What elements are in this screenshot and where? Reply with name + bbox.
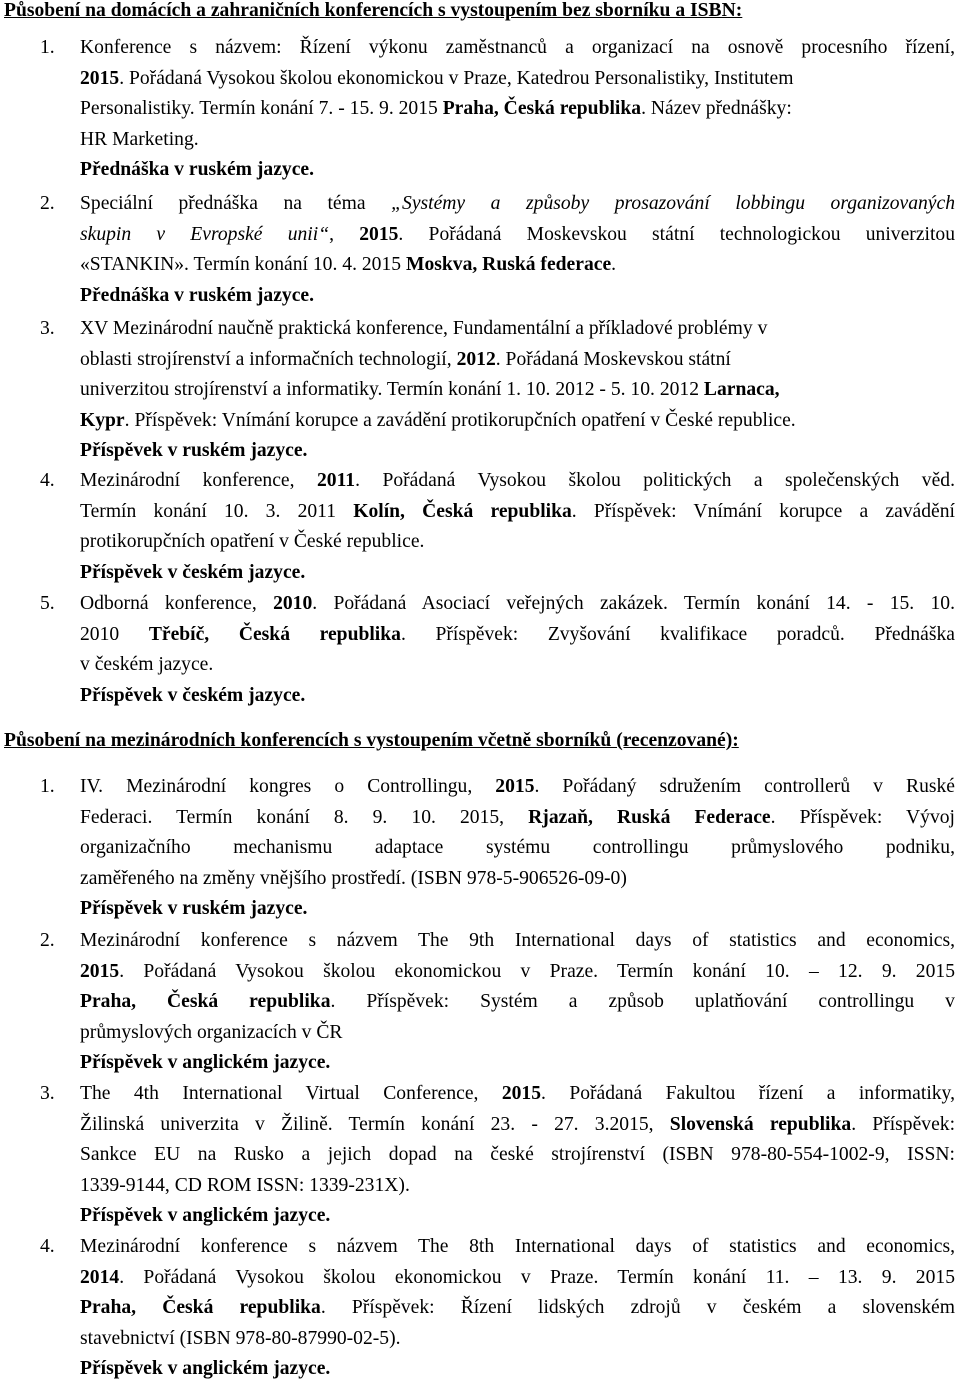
item-number: 4. [40, 1236, 55, 1257]
language-note: Přednáška v ruském jazyce. [80, 284, 315, 306]
language-note: Příspěvek v ruském jazyce. [80, 898, 308, 919]
language-note: Příspěvek v anglickém jazyce. [80, 1205, 331, 1226]
list-item: 2. Speciální přednáška na téma „Systémy a způsoby prosazování lobbingu organizovaných skupin v Evropské unii“, 2015. Pořádaná Moskevskou státní technologickou univerzitou «STANKIN». Termín konání 10. 4. 2015 Moskva, Ruská federace. Přednáška v ruském jazyce. [0, 189, 960, 311]
list-item: 1. Konference s názvem: Řízení výkonu zaměstnanců a organizací na osnově procesního řízení, 2015. Pořádaná Vysokou školou ekonomickou v Praze, Katedrou Personalistiky, Institutem Personalistiky. Termín konání 7. - 15. 9. 2015 Praha, Česká republika. Název přednášky: HR Marketing. Přednáška v ruském jazyce. [0, 33, 960, 186]
section-heading-domestic-foreign: Působení na domácích a zahraničních konferencích s vystoupením bez sborníku a ISBN: [4, 0, 743, 21]
language-note: Příspěvek v českém jazyce. [80, 684, 306, 706]
list-item: 2. Mezinárodní konference s názvem The 9th International days of statistics and economics, 2015. Pořádaná Vysokou školou ekonomickou v Praze. Termín konání 10. – 12. 9. 2015 Praha, Česká republika. Příspěvek: Systém a způsob uplatňování controllingu v průmyslových organizacích v ČR Příspěvek v anglickém jazyce. [0, 926, 960, 1079]
list-item: 4. Mezinárodní konference, 2011. Pořádaná Vysokou školou politických a společenských věd. Termín konání 10. 3. 2011 Kolín, Česká republika. Příspěvek: Vnímání korupce a zavádění protikorupčních opatření v České republice. Příspěvek v českém jazyce. [0, 466, 960, 588]
language-note: Příspěvek v českém jazyce. [80, 561, 306, 583]
list-item: 4. Mezinárodní konference s názvem The 8th International days of statistics and economics, 2014. Pořádaná Vysokou školou ekonomickou v Praze. Termín konání 11. – 13. 9. 2015 Praha, Česká republika. Příspěvek: Řízení lidských zdrojů v českém a slovenském stavebnictví (ISBN 978-80-87990-02-5). Příspěvek v anglickém jazyce. [0, 1232, 960, 1385]
item-number: 1. [40, 776, 55, 797]
item-number: 2. [40, 930, 55, 951]
item-number: 1. [40, 37, 55, 58]
list-item: 3. The 4th International Virtual Conference, 2015. Pořádaná Fakultou řízení a informatiky, Žilinská univerzita v Žilině. Termín konání 23. - 27. 3.2015, Slovenská republika. Příspěvek: Sankce EU na Rusko a jejich dopad na české strojírenství (ISBN 978-80-554-1002-9, ISSN: 1339-9144, CD ROM ISSN: 1339-231X). Příspěvek v anglickém jazyce. [0, 1079, 960, 1232]
language-note: Příspěvek v anglickém jazyce. [80, 1052, 331, 1073]
language-note: Příspěvek v anglickém jazyce. [80, 1358, 331, 1379]
item-number: 2. [40, 193, 55, 214]
section-heading-international: Působení na mezinárodních konferencích s vystoupením včetně sborníků (recenzované): [4, 730, 739, 751]
item-number: 4. [40, 470, 55, 491]
list-item: 1. IV. Mezinárodní kongres o Controllingu, 2015. Pořádaný sdružením controllerů v Ruské Federaci. Termín konání 8. 9. 10. 2015, Rjazaň, Ruská Federace. Příspěvek: Vývoj organizačního mechanismu adaptace systému controllingu průmyslového podniku, zaměřeného na změny vnějšího prostředí. (ISBN 978-5-906526-09-0) Příspěvek v ruském jazyce. [0, 772, 960, 925]
list-item: 3. XV Mezinárodní naučně praktická konference, Fundamentální a příkladové problémy v oblasti strojírenství a informačních technologií, 2012. Pořádaná Moskevskou státní univerzitou strojírenství a informatiky. Termín konání 1. 10. 2012 - 5. 10. 2012 Larnaca, Kypr. Příspěvek: Vnímání korupce a zavádění protikorupčních opatření v České republice. Příspěvek v ruském jazyce. [0, 314, 960, 467]
language-note: Přednáška v ruském jazyce. [80, 159, 315, 180]
list-item: 5. Odborná konference, 2010. Pořádaná Asociací veřejných zakázek. Termín konání 14. - 15. 10. 2010 Třebíč, Česká republika. Příspěvek: Zvyšování kvalifikace poradců. Přednáška v českém jazyce. Příspěvek v českém jazyce. [0, 589, 960, 711]
language-note: Příspěvek v ruském jazyce. [80, 440, 308, 461]
item-number: 3. [40, 318, 55, 339]
item-number: 3. [40, 1083, 55, 1104]
item-number: 5. [40, 593, 55, 614]
